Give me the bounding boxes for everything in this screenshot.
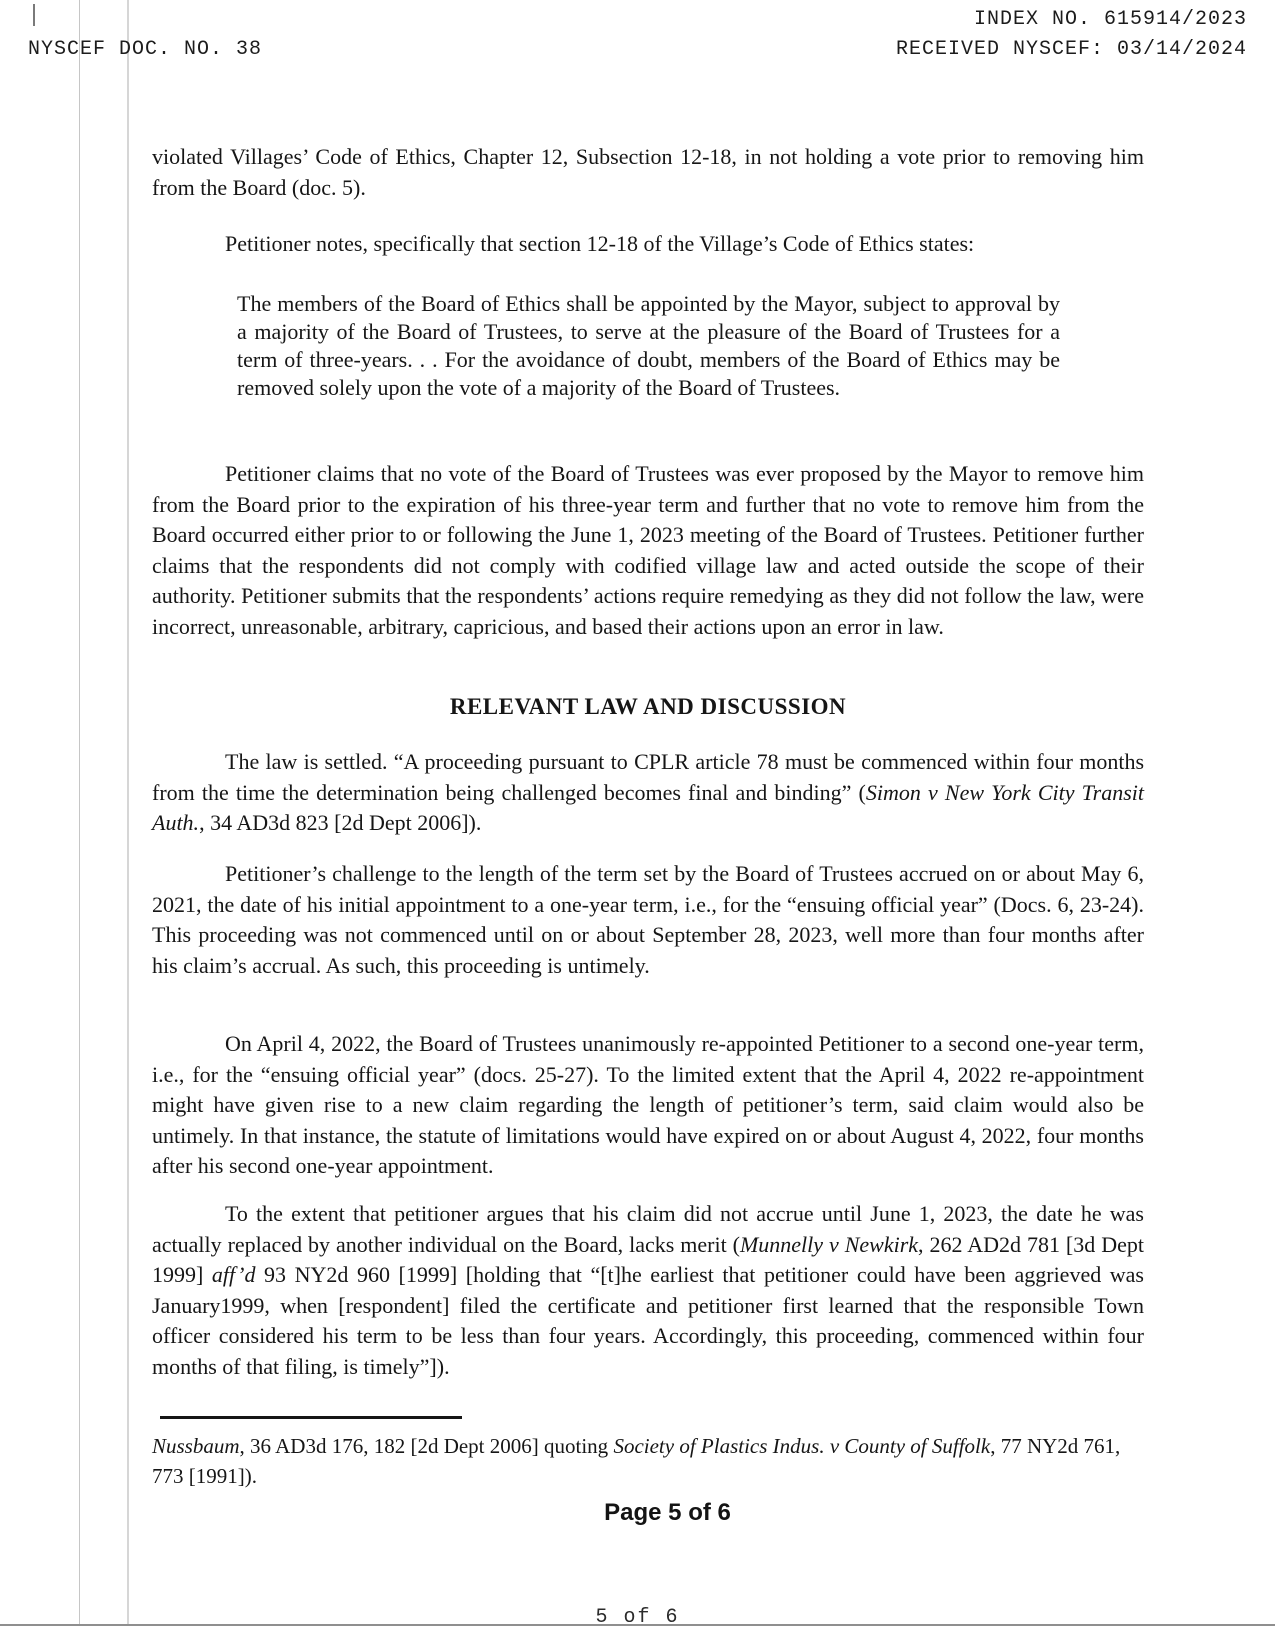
section-heading-relevant-law: RELEVANT LAW AND DISCUSSION <box>449 694 847 719</box>
paragraph-april-4-2022: On April 4, 2022, the Board of Trustees unanimously re-appointed Petitioner to a second one-year term, i.e., for the “ensuing official year” (docs. 25-27). To the limited extent that the April 4, 2022 re-appointment might have given rise to a new claim regarding the length of petitioner’s term, said claim would also be untimely. In that instance, the statute of limitations would have expired on or about August 4, 2022, four months after his second one-year appointment. <box>152 1031 1144 1178</box>
text-segment: , 262 AD2d 781 [3d Dept 1999] <box>152 1231 1144 1287</box>
nyscef-doc-number-stamp: NYSCEF DOC. NO. 38 <box>28 38 263 61</box>
index-number-stamp: INDEX NO. 615914/2023 <box>973 8 1247 31</box>
scan-artifact-vertical-line <box>127 0 129 1626</box>
paragraph-violated-code: violated Villages’ Code of Ethics, Chapter 12, Subsection 12-18, in not holding a vote prior to removing him from the Board (doc. 5). <box>152 144 1144 200</box>
text-segment: 93 NY2d 960 [1999] [holding that “[t]he earliest that petitioner could have been aggrieved was January1999, when [respondent] filed the certificate and petitioner first learned that the responsible Town officer considered his term to be less than four years. Accordingly, this proceeding, commenced within four months of that filing, is timely”]). <box>152 1262 1144 1379</box>
page-number-stamp: Page 5 of 6 <box>604 1499 731 1526</box>
paragraph-petitioners-challenge: Petitioner’s challenge to the length of the term set by the Board of Trustees accrued on or about May 6, 2021, the date of his initial appointment to a one-year term, i.e., for the “ensuing official year” (Docs. 6, 23-24). This proceeding was not commenced until on or about September 28, 2023, well more than four months after his claim’s accrual. As such, this proceeding is untimely. <box>152 861 1144 978</box>
paragraph-law-is-settled <box>152 747 1144 839</box>
received-nyscef-stamp: RECEIVED NYSCEF: 03/14/2024 <box>895 38 1247 61</box>
footnote-text <box>152 1431 1144 1491</box>
footnote-separator-rule <box>160 1416 462 1419</box>
text-segment: To the extent that petitioner argues that his claim did not accrue until June 1, 2023, the date he was actually replaced by another individual on the Board, lacks merit ( <box>152 1201 1144 1257</box>
text-segment: , 77 NY2d 761, 773 [1991]). <box>152 1434 1121 1488</box>
text-segment: , 34 AD3d 823 [2d Dept 2006]). <box>199 810 482 835</box>
paragraph-to-the-extent <box>152 1199 1144 1382</box>
case-citation-italic: Society of Plastics Indus. v County of Suffolk <box>613 1434 991 1458</box>
case-citation-italic: aff’d <box>211 1262 256 1287</box>
case-citation-italic: Simon v New York City Transit Auth. <box>152 779 1145 835</box>
text-segment: The law is settled. “A proceeding pursuant to CPLR article 78 must be commenced within four months from the time the determination being challenged becomes final and binding” ( <box>152 749 1144 805</box>
case-citation-italic: Munnelly v Newkirk <box>739 1231 919 1257</box>
paragraph-petitioner-claims: Petitioner claims that no vote of the Board of Trustees was ever proposed by the Mayor to remove him from the Board prior to the expiration of his three-year term and further that no vote to remove him from the Board occurred either prior to or following the June 1, 2023 meeting of the Board of Trustees. Petitioner further claims that the respondents did not comply with codified village law and acted outside the scope of their authority. Petitioner submits that the respondents’ actions require remedying as they did not follow the law, were incorrect, unreasonable, arbitrary, capricious, and based their actions upon an error in law. <box>152 461 1144 639</box>
scan-artifact-vertical-line <box>79 0 80 1626</box>
case-citation-italic: Nussbaum <box>152 1434 240 1458</box>
paragraph-petitioner-notes: Petitioner notes, specifically that section 12-18 of the Village’s Code of Ethics states: <box>225 231 975 256</box>
blockquote-code-of-ethics: The members of the Board of Ethics shall be appointed by the Mayor, subject to approval by a majority of the Board of Trustees, to serve at the pleasure of the Board of Trustees for a term of three-years. . . For the avoidance of doubt, members of the Board of Ethics may be removed solely upon the vote of a majority of the Board of Trustees. <box>237 291 1060 400</box>
scan-artifact-tick <box>33 4 35 26</box>
page-indicator: 5 of 6 <box>595 1606 680 1629</box>
text-segment: , 36 AD3d 176, 182 [2d Dept 2006] quoting <box>239 1434 614 1458</box>
